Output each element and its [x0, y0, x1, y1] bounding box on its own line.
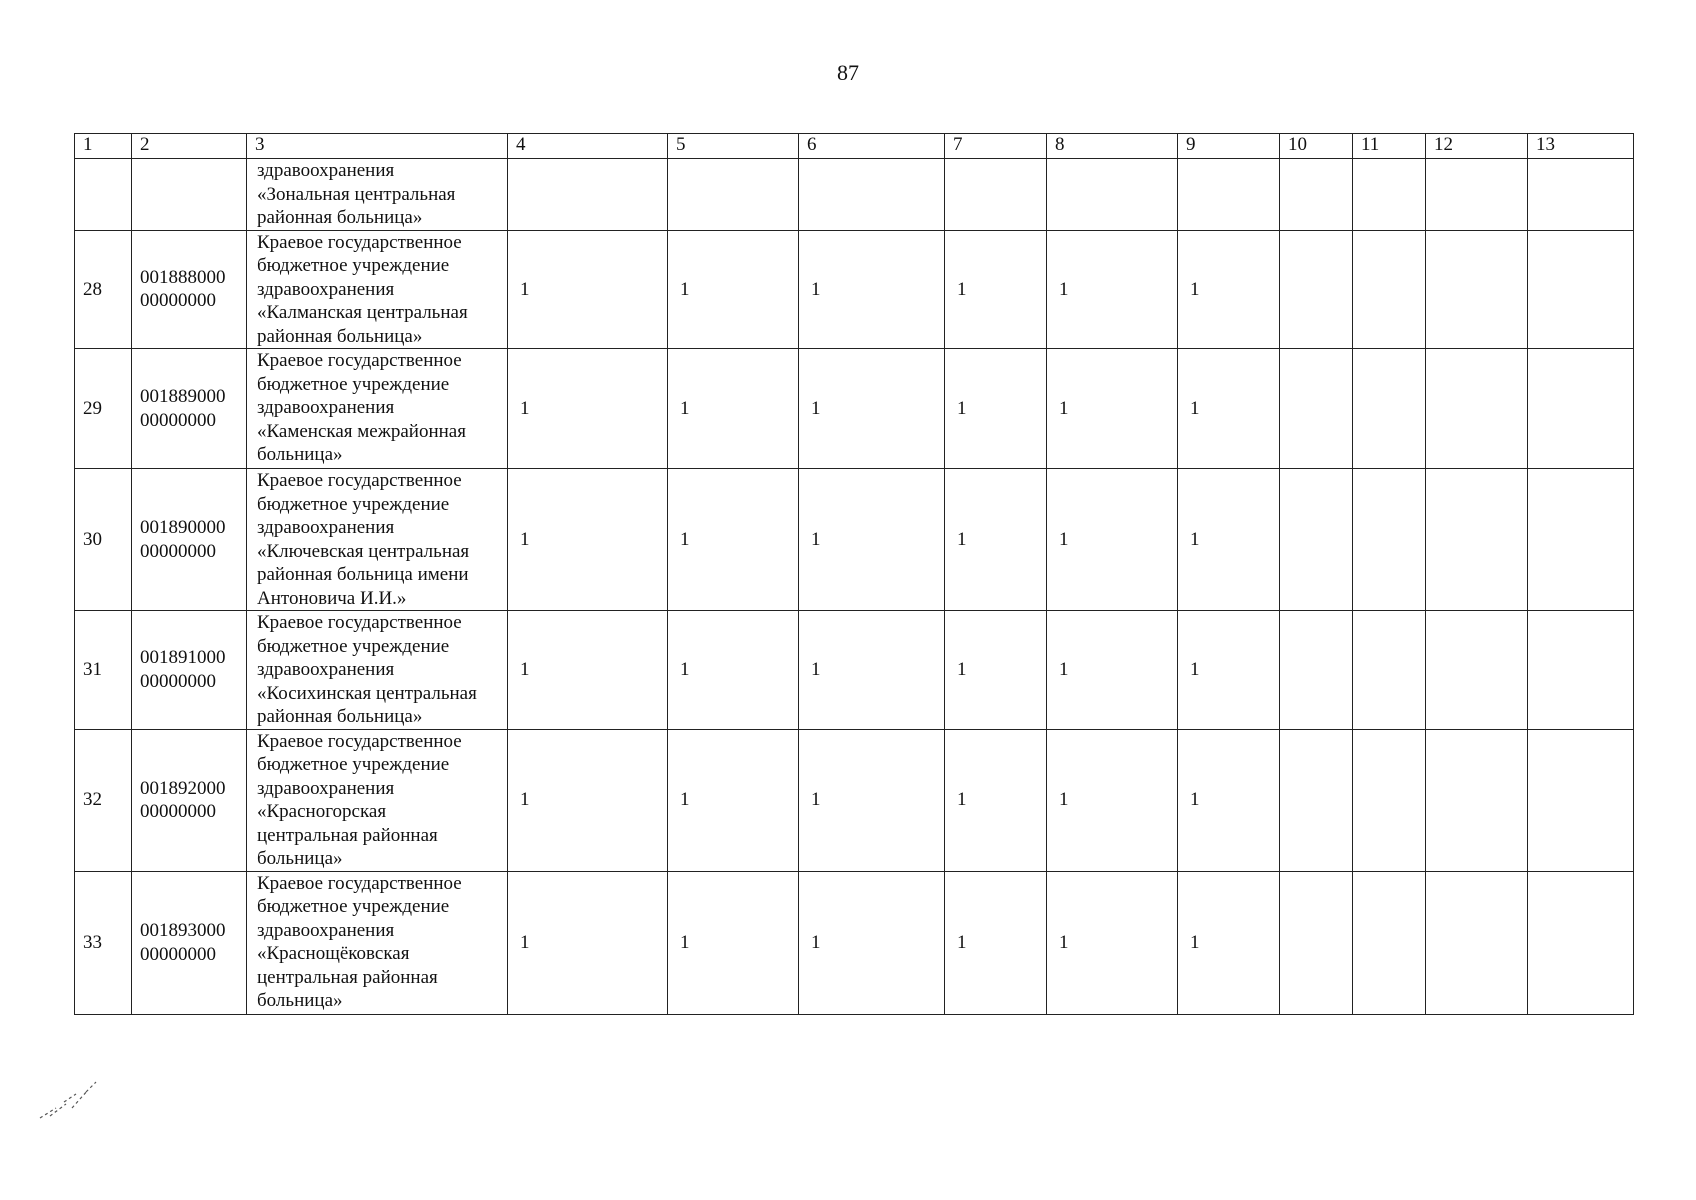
- column-header: 13: [1528, 134, 1634, 159]
- value-cell: [1426, 349, 1528, 469]
- value-cell: 1: [1178, 469, 1280, 611]
- value-cell: [1280, 871, 1353, 1014]
- column-header: 9: [1178, 134, 1280, 159]
- value-cell: [1280, 611, 1353, 730]
- value-cell: 1: [668, 611, 799, 730]
- value-cell: [1353, 611, 1426, 730]
- column-header: 3: [247, 134, 508, 159]
- code-cell: [132, 159, 247, 231]
- value-cell: [1528, 159, 1634, 231]
- row-number-cell: [75, 159, 132, 231]
- institution-name-cell: Краевое государственное бюджетное учреждение здравоохранения «Калманская центральная районная больница»: [247, 230, 508, 349]
- value-cell: 1: [945, 871, 1047, 1014]
- value-cell: 1: [1178, 349, 1280, 469]
- value-cell: [1426, 729, 1528, 871]
- value-cell: 1: [508, 871, 668, 1014]
- column-header: 1: [75, 134, 132, 159]
- column-header: 10: [1280, 134, 1353, 159]
- value-cell: [1426, 230, 1528, 349]
- pen-scribble-mark: [36, 1078, 106, 1122]
- value-cell: 1: [668, 729, 799, 871]
- value-cell: [508, 159, 668, 231]
- value-cell: [1178, 159, 1280, 231]
- value-cell: 1: [508, 469, 668, 611]
- table-row: [75, 871, 1634, 1014]
- value-cell: [1353, 230, 1426, 349]
- value-cell: 1: [508, 729, 668, 871]
- row-number-cell: 31: [75, 611, 132, 730]
- value-cell: 1: [945, 349, 1047, 469]
- value-cell: [1280, 230, 1353, 349]
- value-cell: 1: [945, 230, 1047, 349]
- value-cell: [1353, 729, 1426, 871]
- value-cell: 1: [945, 611, 1047, 730]
- value-cell: 1: [668, 349, 799, 469]
- page-number: 87: [837, 60, 859, 85]
- value-cell: 1: [1047, 469, 1178, 611]
- value-cell: 1: [508, 230, 668, 349]
- table-row-continuation: [75, 159, 1634, 231]
- value-cell: [1528, 611, 1634, 730]
- value-cell: 1: [1178, 611, 1280, 730]
- value-cell: 1: [1178, 729, 1280, 871]
- value-cell: 1: [1047, 871, 1178, 1014]
- value-cell: [1353, 159, 1426, 231]
- value-cell: [1353, 469, 1426, 611]
- value-cell: 1: [945, 469, 1047, 611]
- value-cell: [799, 159, 945, 231]
- value-cell: [1280, 349, 1353, 469]
- value-cell: [1426, 159, 1528, 231]
- table-row: [75, 729, 1634, 871]
- value-cell: [1528, 729, 1634, 871]
- column-header: 7: [945, 134, 1047, 159]
- column-header: 12: [1426, 134, 1528, 159]
- value-cell: 1: [668, 469, 799, 611]
- value-cell: 1: [1047, 611, 1178, 730]
- value-cell: [1047, 159, 1178, 231]
- table-header-row: [75, 134, 1634, 159]
- row-number-cell: 29: [75, 349, 132, 469]
- code-cell: 001890000 00000000: [132, 469, 247, 611]
- value-cell: [945, 159, 1047, 231]
- value-cell: [1426, 469, 1528, 611]
- table-row: [75, 230, 1634, 349]
- value-cell: [668, 159, 799, 231]
- institution-name-cell: Краевое государственное бюджетное учреждение здравоохранения «Краснощёковская центральная районная больница»: [247, 871, 508, 1014]
- value-cell: [1426, 871, 1528, 1014]
- row-number-cell: 32: [75, 729, 132, 871]
- value-cell: 1: [1047, 349, 1178, 469]
- value-cell: 1: [799, 469, 945, 611]
- column-header: 2: [132, 134, 247, 159]
- value-cell: 1: [1178, 871, 1280, 1014]
- column-header: 8: [1047, 134, 1178, 159]
- value-cell: [1353, 871, 1426, 1014]
- table-row: [75, 469, 1634, 611]
- value-cell: [1528, 349, 1634, 469]
- institution-name-cell: Краевое государственное бюджетное учреждение здравоохранения «Красногорская центральная районная больница»: [247, 729, 508, 871]
- column-header: 4: [508, 134, 668, 159]
- value-cell: 1: [945, 729, 1047, 871]
- value-cell: 1: [799, 230, 945, 349]
- value-cell: [1426, 611, 1528, 730]
- value-cell: 1: [1047, 729, 1178, 871]
- institution-name-cell: Краевое государственное бюджетное учреждение здравоохранения «Каменская межрайонная больница»: [247, 349, 508, 469]
- column-header: 11: [1353, 134, 1426, 159]
- value-cell: 1: [1047, 230, 1178, 349]
- row-number-cell: 28: [75, 230, 132, 349]
- column-header: 6: [799, 134, 945, 159]
- institution-name-cell: здравоохранения «Зональная центральная районная больница»: [247, 159, 508, 231]
- code-cell: 001892000 00000000: [132, 729, 247, 871]
- value-cell: 1: [799, 349, 945, 469]
- value-cell: [1528, 871, 1634, 1014]
- value-cell: [1353, 349, 1426, 469]
- value-cell: 1: [508, 349, 668, 469]
- table-row: [75, 349, 1634, 469]
- value-cell: 1: [508, 611, 668, 730]
- row-number-cell: 30: [75, 469, 132, 611]
- value-cell: [1528, 230, 1634, 349]
- value-cell: 1: [799, 729, 945, 871]
- data-table: [74, 133, 1634, 1015]
- code-cell: 001893000 00000000: [132, 871, 247, 1014]
- code-cell: 001888000 00000000: [132, 230, 247, 349]
- value-cell: [1280, 729, 1353, 871]
- table-row: [75, 611, 1634, 730]
- column-header: 5: [668, 134, 799, 159]
- code-cell: 001891000 00000000: [132, 611, 247, 730]
- row-number-cell: 33: [75, 871, 132, 1014]
- value-cell: 1: [799, 611, 945, 730]
- institution-name-cell: Краевое государственное бюджетное учреждение здравоохранения «Ключевская центральная районная больница имени Антоновича И.И.»: [247, 469, 508, 611]
- code-cell: 001889000 00000000: [132, 349, 247, 469]
- value-cell: 1: [668, 871, 799, 1014]
- institution-name-cell: Краевое государственное бюджетное учреждение здравоохранения «Косихинская центральная районная больница»: [247, 611, 508, 730]
- value-cell: [1280, 469, 1353, 611]
- value-cell: 1: [668, 230, 799, 349]
- value-cell: 1: [1178, 230, 1280, 349]
- value-cell: [1528, 469, 1634, 611]
- value-cell: [1280, 159, 1353, 231]
- value-cell: 1: [799, 871, 945, 1014]
